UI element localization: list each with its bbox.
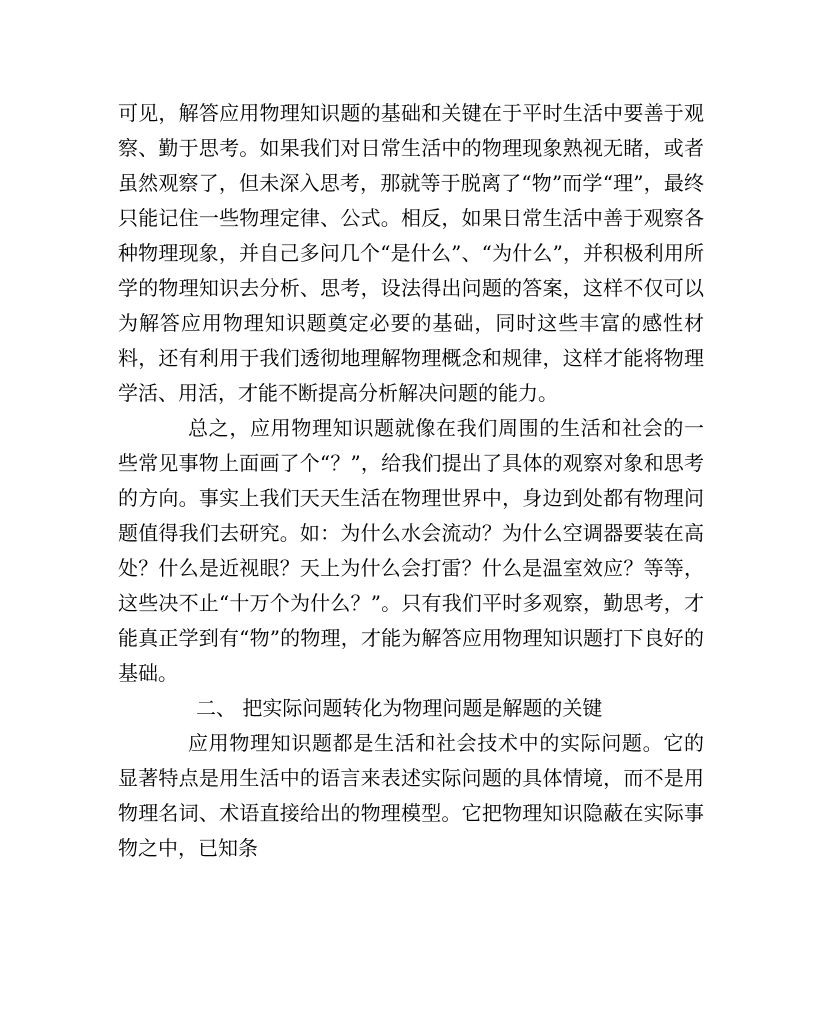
- paragraph-1: 可见，解答应用物理知识题的基础和关键在于平时生活中要善于观察、勤于思考。如果我们对日常生活中的物理现象熟视无睹，或者虽然观察了，但未深入思考，那就等于脱离了“物”而学“理”，最终只能记住一些物理定律、公式。相反，如果日常生活中善于观察各种物理现象，并自己多问几个“是什么”、“为什么”，并积极利用所学的物理知识去分析、思考，设法得出问题的答案，这样不仅可以为解答应用物理知识题奠定必要的基础，同时这些丰富的感性材料，还有利用于我们透彻地理解物理概念和规律，这样才能将物理学活、用活，才能不断提高分析解决问题的能力。: [118, 101, 704, 405]
- document-page: [118, 96, 704, 866]
- section-heading: 二、 把实际问题转化为物理问题是解题的关键: [196, 696, 603, 720]
- paragraph-3: 应用物理知识题都是生活和社会技术中的实际问题。它的显著特点是用生活中的语言来表述实际问题的具体情境，而不是用物理名词、术语直接给出的物理模型。它把物理知识隐蔽在实际事物之中，已知条: [118, 731, 704, 860]
- paragraph-2: 总之，应用物理知识题就像在我们周围的生活和社会的一些常见事物上面画了个“？”，给我们提出了具体的观察对象和思考的方向。事实上我们天天生活在物理世界中，身边到处都有物理问题值得我们去研究。如：为什么水会流动？为什么空调器要装在高处？什么是近视眼？天上为什么会打雷？什么是温室效应？等等，这些决不止“十万个为什么？”。只有我们平时多观察，勤思考，才能真正学到有“物”的物理，才能为解答应用物理知识题打下良好的基础。: [118, 416, 704, 685]
